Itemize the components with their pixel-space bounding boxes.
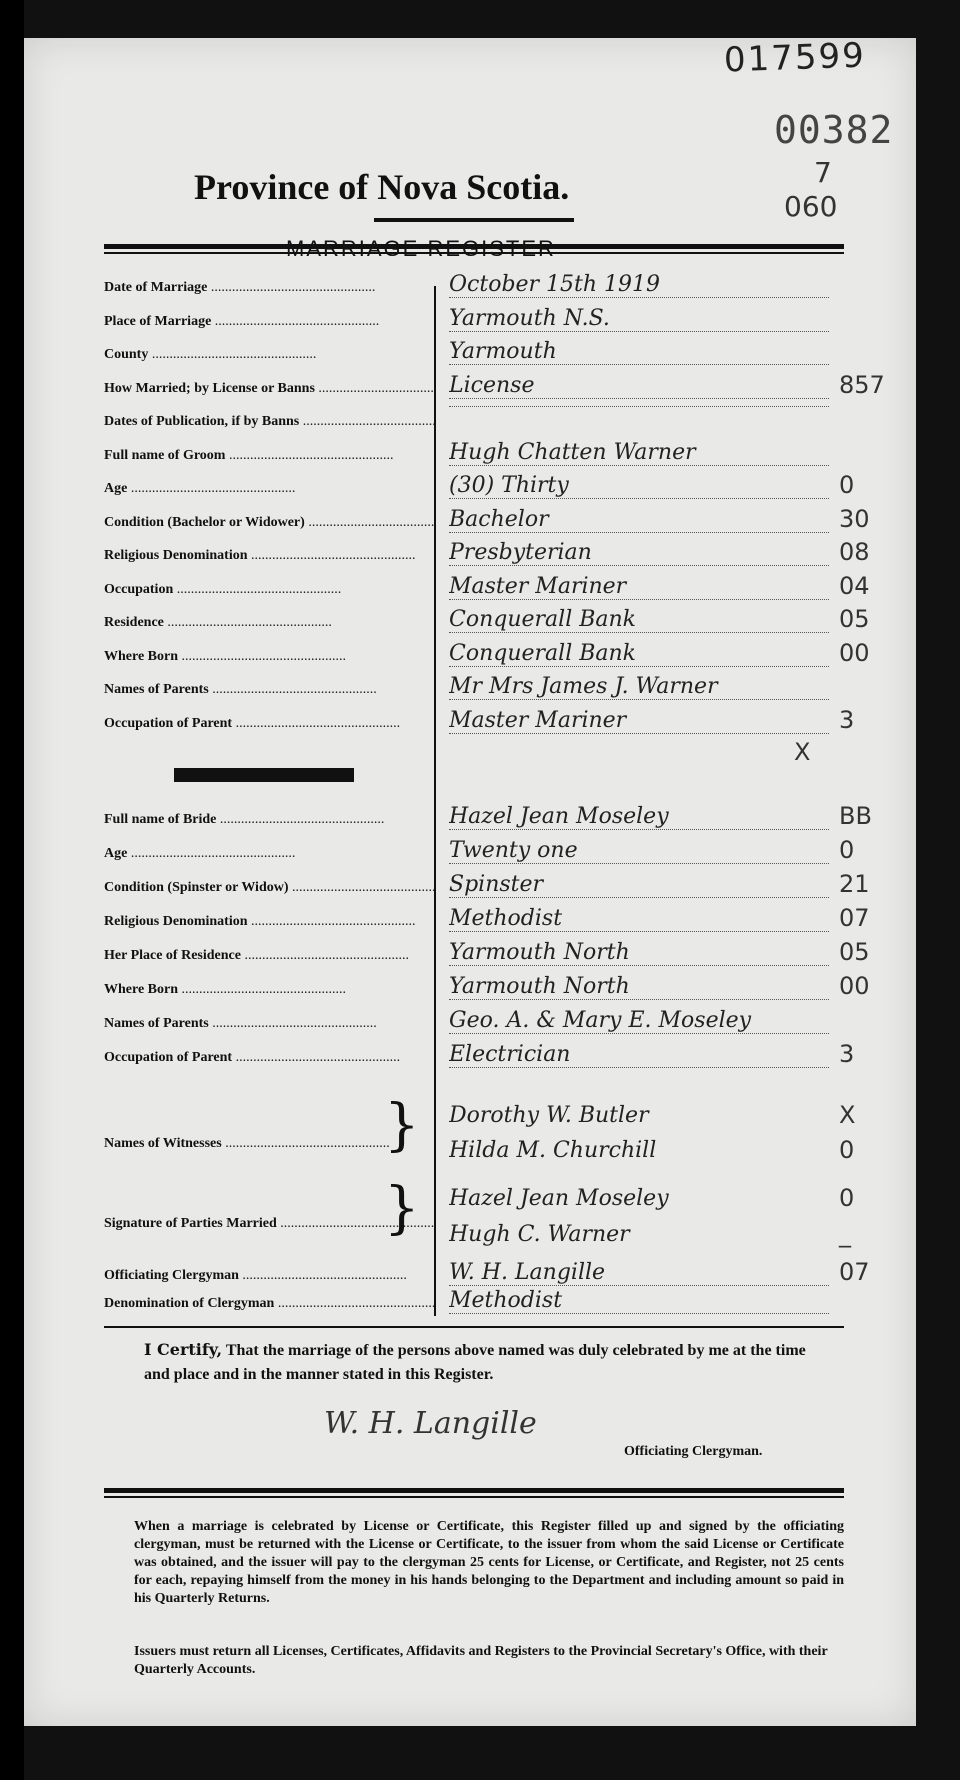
groom-field-value: Hugh Chatten Warner bbox=[449, 440, 829, 466]
bride-field-value: Hazel Jean Moseley bbox=[449, 804, 829, 830]
footer-paragraph: When a marriage is celebrated by License or Certificate, this Register filled up and signed by the officiating clergyman, must be returned with the License or Certificate, to the issuer from whom the said License or Certificate was obtained, and the issuer will pay to the clergyman 25 cents for License, or Certificate, and Register, not 25 cents for each, repaying himself from the money in his hands belonging to the Department and including amount so paid in his Quarterly Returns. bbox=[134, 1519, 844, 1606]
bride-field-note: 05 bbox=[839, 938, 870, 966]
signature-bride-note: 0 bbox=[839, 1184, 855, 1212]
footer-rule bbox=[104, 1488, 844, 1493]
bride-field-value: Spinster bbox=[449, 872, 829, 898]
signature-groom-note: _ bbox=[839, 1220, 851, 1248]
top-rule bbox=[104, 244, 844, 249]
groom-field-label: County ..... bbox=[104, 347, 434, 363]
bride-field-note: BB bbox=[839, 802, 872, 830]
bride-field-value: Geo. A. & Mary E. Moseley bbox=[449, 1008, 829, 1034]
bride-field-note: 21 bbox=[839, 870, 870, 898]
groom-field-note: 05 bbox=[839, 605, 870, 633]
groom-row bbox=[104, 705, 855, 750]
groom-row bbox=[104, 370, 885, 415]
bride-field-label: Occupation of Parent ..... bbox=[104, 1050, 434, 1066]
stamp-number: 00382 bbox=[774, 108, 894, 152]
groom-field-value: Mr Mrs James J. Warner bbox=[449, 674, 829, 700]
footer-notice: Issuers must return all Licenses, Certificates, Affidavits and Registers to the Provincial Secretary's Office, with their Quarterly Accounts. bbox=[134, 1644, 828, 1677]
bride-field-label: Religious Denomination ..... bbox=[104, 914, 434, 930]
bride-field-label: Full name of Bride ..... bbox=[104, 812, 434, 828]
groom-field-label: Condition (Bachelor or Widower) ..... bbox=[104, 515, 434, 531]
bride-field-value: Methodist bbox=[449, 906, 829, 932]
bride-field-label: Her Place of Residence ..... bbox=[104, 948, 434, 964]
bride-field-label: Condition (Spinster or Widow) ..... bbox=[104, 880, 434, 896]
groom-field-value: (30) Thirty bbox=[449, 473, 829, 499]
witness-2-value: Hilda M. Churchill bbox=[449, 1138, 657, 1163]
bride-field-value: Yarmouth North bbox=[449, 974, 829, 1000]
certify-prefix: I Certify, bbox=[144, 1340, 223, 1359]
groom-field-value: Conquerall Bank bbox=[449, 641, 829, 667]
groom-field-label: How Married; by License or Banns ..... bbox=[104, 381, 434, 397]
bride-field-value: Electrician bbox=[449, 1042, 829, 1068]
groom-field-label: Place of Marriage ..... bbox=[104, 314, 434, 330]
bride-field-value: Twenty one bbox=[449, 838, 829, 864]
groom-field-note: 04 bbox=[839, 571, 870, 600]
groom-field-value: October 15th 1919 bbox=[449, 272, 829, 298]
bride-field-note: 07 bbox=[839, 904, 870, 932]
witness-1-note: X bbox=[839, 1101, 856, 1129]
page-title: Province of Nova Scotia. bbox=[194, 167, 570, 207]
groom-field-value: Yarmouth bbox=[449, 339, 829, 365]
groom-field-value: Yarmouth N.S. bbox=[449, 306, 829, 332]
groom-field-label: Residence ..... bbox=[104, 615, 434, 631]
signature-bride-value: Hazel Jean Moseley bbox=[449, 1186, 669, 1211]
stamp-number-top: 017599 bbox=[723, 35, 867, 81]
groom-field-value: Master Mariner bbox=[449, 574, 829, 600]
groom-field-label: Occupation of Parent ..... bbox=[104, 716, 434, 732]
groom-field-note: 3 bbox=[839, 705, 855, 734]
bride-row bbox=[104, 1040, 855, 1084]
groom-field-label: Dates of Publication, if by Banns ..... bbox=[104, 414, 434, 430]
groom-field-value: Conquerall Bank bbox=[449, 607, 829, 633]
clergy-field-note: 07 bbox=[839, 1258, 870, 1286]
bride-field-note: 00 bbox=[839, 972, 870, 1000]
between-note: X bbox=[794, 738, 811, 766]
bride-field-note: 3 bbox=[839, 1040, 855, 1068]
corner-note-2: 060 bbox=[784, 190, 838, 223]
corner-note-1: 7 bbox=[814, 156, 832, 189]
bride-field-label: Where Born ..... bbox=[104, 982, 434, 998]
signature-groom-value: Hugh C. Warner bbox=[449, 1222, 630, 1247]
section-divider-bar bbox=[174, 768, 354, 782]
groom-field-label: Full name of Groom ..... bbox=[104, 448, 434, 464]
groom-field-label: Date of Marriage ..... bbox=[104, 280, 434, 296]
page-subtitle bbox=[286, 236, 706, 262]
groom-field-label: Age ..... bbox=[104, 481, 434, 497]
groom-field-note: 08 bbox=[839, 538, 870, 566]
groom-field-label: Where Born ..... bbox=[104, 649, 434, 665]
groom-field-value: License bbox=[449, 373, 829, 399]
certify-rule-top bbox=[104, 1326, 844, 1328]
groom-field-label: Occupation ..... bbox=[104, 582, 434, 598]
officiating-label: Officiating Clergyman. bbox=[624, 1444, 763, 1459]
certify-text: That the marriage of the persons above named was duly celebrated by me at the time and place and in the manner stated in this Register. bbox=[144, 1342, 806, 1383]
clergy-field-label: Officiating Clergyman ..... bbox=[104, 1268, 434, 1284]
groom-field-value bbox=[449, 406, 829, 407]
groom-field-label: Religious Denomination ..... bbox=[104, 548, 434, 564]
signatures-label: Signature of Parties Married ..... bbox=[104, 1216, 434, 1232]
register-page bbox=[24, 35, 916, 1726]
groom-field-value: Master Mariner bbox=[449, 708, 829, 734]
clergy-field-value: Methodist bbox=[449, 1288, 829, 1314]
groom-field-value: Bachelor bbox=[449, 507, 829, 533]
witnesses-brace: } bbox=[384, 1093, 420, 1158]
clergy-row bbox=[104, 1288, 844, 1330]
title-rule bbox=[374, 218, 574, 222]
witness-2-note: 0 bbox=[839, 1136, 855, 1164]
bride-field-note: 0 bbox=[839, 836, 855, 864]
top-rule-thin bbox=[104, 252, 844, 254]
groom-field-value: Presbyterian bbox=[449, 540, 829, 566]
groom-field-note: 00 bbox=[839, 638, 870, 667]
clergy-field-value: W. H. Langille bbox=[449, 1260, 829, 1286]
bride-field-label: Names of Parents ..... bbox=[104, 1016, 434, 1032]
groom-field-note: 857 bbox=[839, 370, 885, 399]
groom-field-note: 30 bbox=[839, 504, 870, 533]
bride-field-label: Age ..... bbox=[104, 846, 434, 862]
witnesses-label: Names of Witnesses ..... bbox=[104, 1136, 434, 1152]
scan-edge bbox=[0, 0, 24, 1780]
footer-rule-thin bbox=[104, 1496, 844, 1498]
clergy-signature: W. H. Langille bbox=[324, 1406, 537, 1441]
certify-block bbox=[144, 1338, 824, 1387]
signatures-brace: } bbox=[384, 1176, 420, 1241]
bride-field-value: Yarmouth North bbox=[449, 940, 829, 966]
witness-1-value: Dorothy W. Butler bbox=[449, 1103, 649, 1128]
groom-field-note: 0 bbox=[839, 471, 855, 499]
groom-field-label: Names of Parents ..... bbox=[104, 682, 434, 698]
clergy-field-label: Denomination of Clergyman ..... bbox=[104, 1296, 434, 1312]
